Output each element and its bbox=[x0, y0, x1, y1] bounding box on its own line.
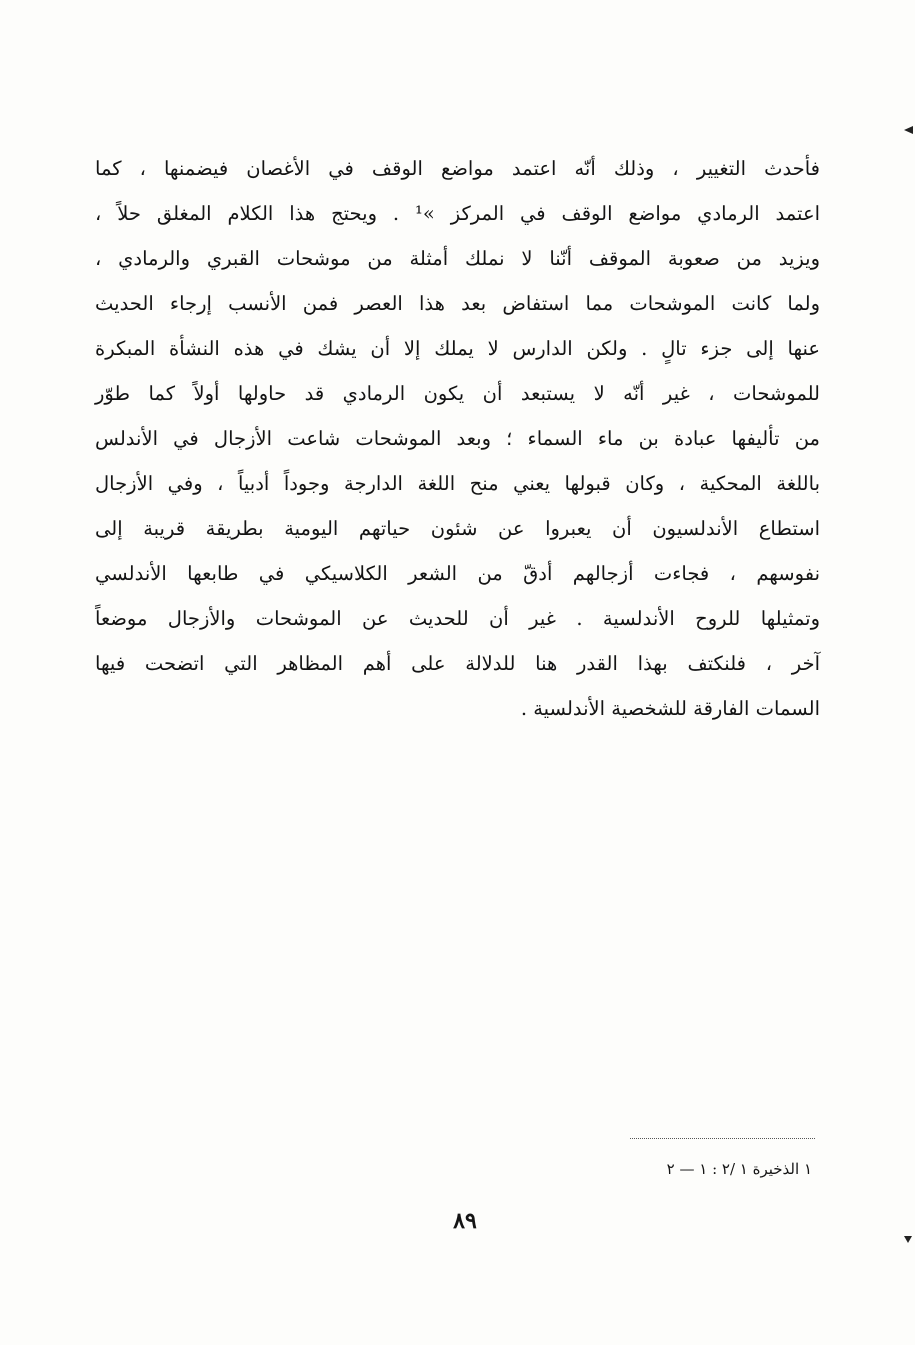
margin-mark-icon bbox=[904, 1236, 912, 1243]
text-line: باللغة المحكية ، وكان قبولها يعني منح اللغة الدارجة وجوداً أدبياً ، وفي الأزجال bbox=[95, 472, 820, 495]
text-line: نفوسهم ، فجاءت أزجالهم أدقّ من الشعر الكلاسيكي في طابعها الأندلسي bbox=[95, 562, 820, 585]
text-line: اعتمد الرمادي مواضع الوقف في المركز »¹ . ويحتج هذا الكلام المغلق حلاً ، bbox=[95, 202, 820, 225]
footnote: ١ الذخيرة ١ /٢ : ١ — ٢ bbox=[666, 1160, 812, 1178]
footnote-divider bbox=[630, 1138, 815, 1139]
text-line: للموشحات ، غير أنّه لا يستبعد أن يكون الرمادي قد حاولها أولاً كما طوّر bbox=[95, 382, 820, 405]
text-line: فأحدث التغيير ، وذلك أنّه اعتمد مواضع الوقف في الأغصان فيضمنها ، كما bbox=[95, 157, 820, 180]
text-line: ولما كانت الموشحات مما استفاض بعد هذا العصر فمن الأنسب إرجاء الحديث bbox=[95, 292, 820, 315]
text-line: من تأليفها عبادة بن ماء السماء ؛ وبعد الموشحات شاعت الأزجال في الأندلس bbox=[95, 427, 820, 450]
text-line-last: السمات الفارقة للشخصية الأندلسية . bbox=[520, 697, 820, 720]
margin-arrow-icon bbox=[904, 126, 913, 134]
text-line: وتمثيلها للروح الأندلسية . غير أن للحديث عن الموشحات والأزجال موضعاً bbox=[95, 607, 820, 630]
body-text bbox=[95, 146, 820, 731]
text-line: استطاع الأندلسيون أن يعبروا عن شئون حياتهم اليومية بطريقة قريبة إلى bbox=[95, 517, 820, 540]
text-line: آخر ، فلنكتف بهذا القدر هنا للدلالة على أهم المظاهر التي اتضحت فيها bbox=[95, 652, 820, 675]
page-number: ٨٩ bbox=[453, 1208, 477, 1234]
text-line: عنها إلى جزء تالٍ . ولكن الدارس لا يملك إلا أن يشك في هذه النشأة المبكرة bbox=[95, 337, 820, 360]
text-line: ويزيد من صعوبة الموقف أنّنا لا نملك أمثلة من موشحات القبري والرمادي ، bbox=[95, 247, 820, 270]
